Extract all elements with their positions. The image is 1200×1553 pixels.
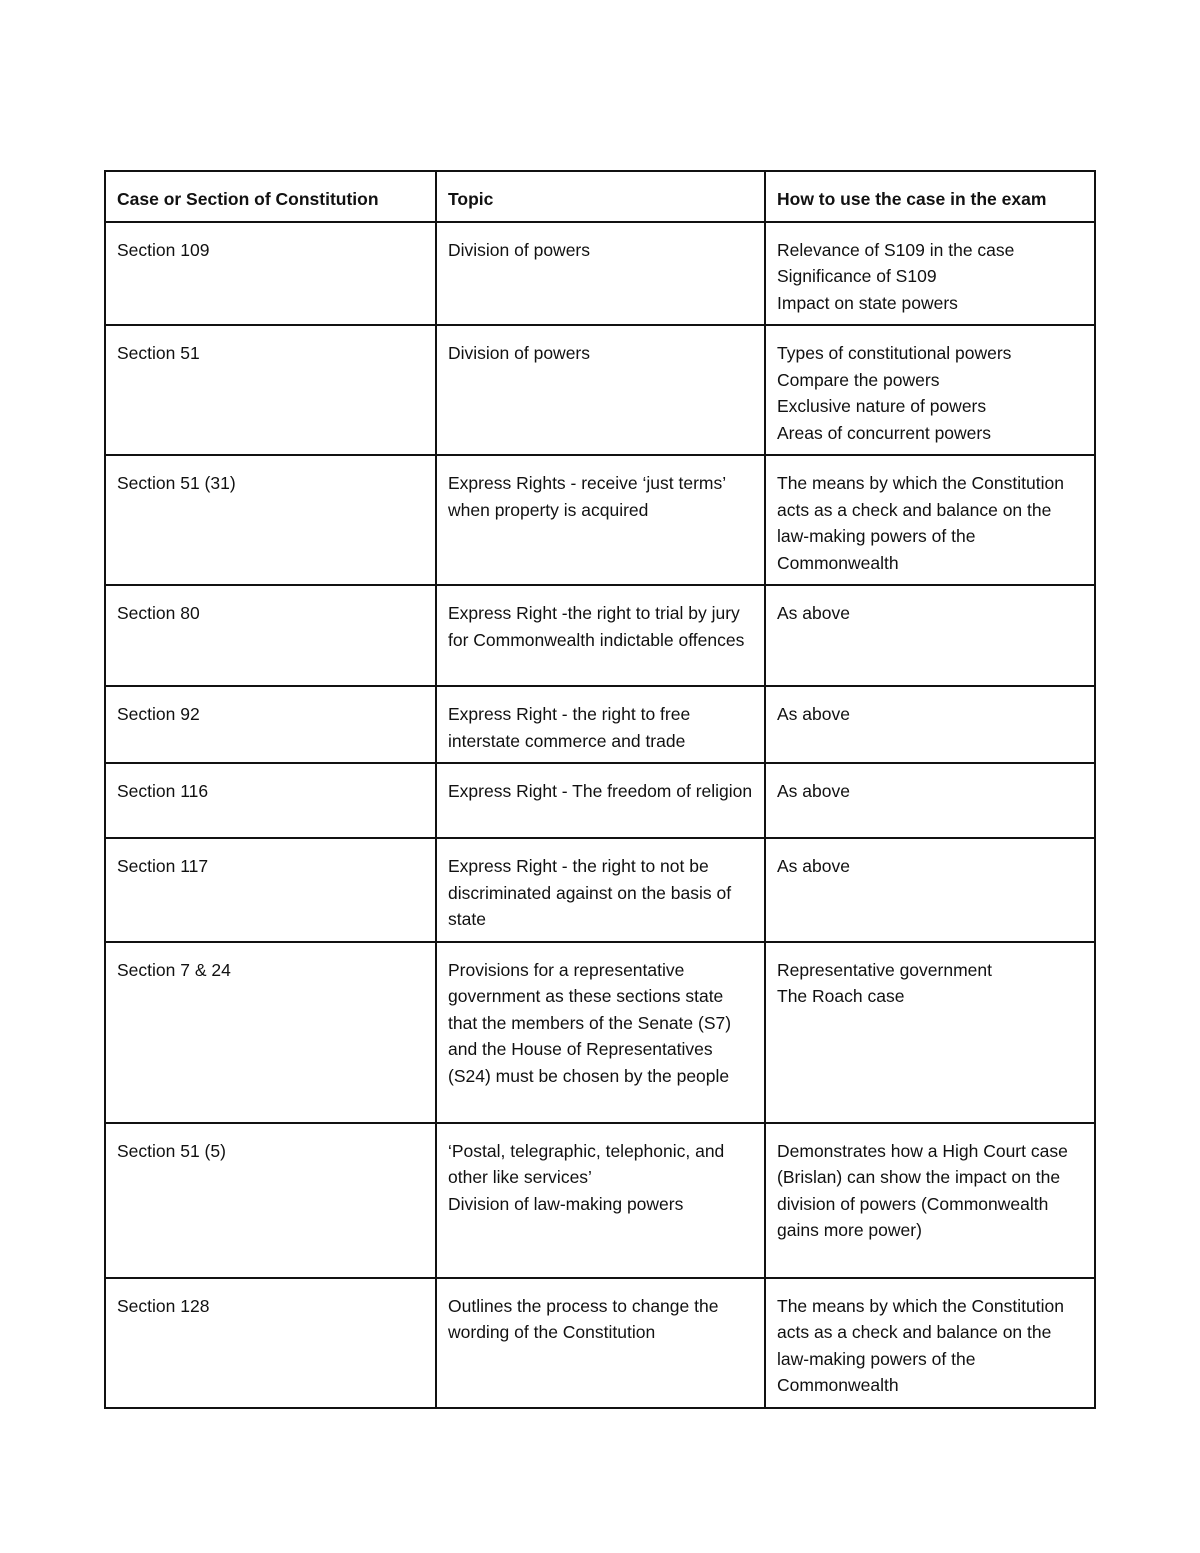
usage-line: Significance of S109 — [777, 266, 937, 286]
topic-cell — [436, 325, 765, 455]
topic-cell — [436, 222, 765, 326]
usage-cell — [765, 585, 1095, 686]
table-row — [105, 222, 1095, 326]
usage-line: Types of constitutional powers — [777, 343, 1012, 363]
topic-cell — [436, 763, 765, 838]
usage-cell — [765, 455, 1095, 585]
usage-line: The Roach case — [777, 986, 905, 1006]
topic-line: Express Right - the right to free interstate commerce and trade — [448, 704, 691, 751]
usage-line: The means by which the Constitution acts as a check and balance on the law-making powers of the Commonwealth — [777, 473, 1064, 573]
usage-line: As above — [777, 781, 850, 801]
topic-line: Express Right - The freedom of religion — [448, 781, 753, 801]
topic-line: Outlines the process to change the wording of the Constitution — [448, 1295, 719, 1342]
topic-line: Provisions for a representative government as these sections state that the members of the Senate (S7) and the House of Representatives (S24) must be chosen by the people — [448, 959, 732, 1086]
usage-cell — [765, 1123, 1095, 1278]
usage-line: As above — [777, 704, 850, 724]
header-case-or-section: Case or Section of Constitution — [105, 171, 436, 222]
table-row — [105, 585, 1095, 686]
section-cell: Section 92 — [105, 686, 436, 763]
topic-cell — [436, 942, 765, 1123]
topic-cell — [436, 686, 765, 763]
topic-cell — [436, 455, 765, 585]
usage-line: Relevance of S109 in the case — [777, 239, 1015, 260]
usage-line: Impact on state powers — [777, 292, 958, 313]
usage-cell — [765, 686, 1095, 763]
section-cell: Section 109 — [105, 222, 436, 326]
usage-cell — [765, 325, 1095, 455]
constitution-sections-table — [104, 170, 1096, 1409]
usage-cell — [765, 838, 1095, 942]
usage-cell — [765, 222, 1095, 326]
usage-line: Representative government — [777, 959, 992, 980]
table-row — [105, 838, 1095, 942]
topic-cell — [436, 1278, 765, 1408]
header-topic: Topic — [436, 171, 765, 222]
usage-cell — [765, 763, 1095, 838]
table-row — [105, 1123, 1095, 1278]
topic-line: Division of law-making powers — [448, 1193, 684, 1214]
section-cell: Section 51 (5) — [105, 1123, 436, 1278]
topic-cell — [436, 1123, 765, 1278]
table-row — [105, 325, 1095, 455]
topic-line: Express Rights - receive ‘just terms’ when property is acquired — [448, 473, 726, 520]
topic-cell — [436, 585, 765, 686]
topic-cell — [436, 838, 765, 942]
usage-line: Compare the powers — [777, 369, 940, 390]
usage-line: Areas of concurrent powers — [777, 422, 991, 443]
usage-line: Exclusive nature of powers — [777, 396, 987, 416]
table-row — [105, 942, 1095, 1123]
topic-line: Division of powers — [448, 239, 590, 260]
header-how-to-use: How to use the case in the exam — [765, 171, 1095, 222]
table-row — [105, 763, 1095, 838]
section-cell: Section 51 (31) — [105, 455, 436, 585]
usage-line: The means by which the Constitution acts as a check and balance on the law-making powers of the Commonwealth — [777, 1295, 1064, 1395]
section-cell: Section 128 — [105, 1278, 436, 1408]
section-cell: Section 7 & 24 — [105, 942, 436, 1123]
table-row — [105, 1278, 1095, 1408]
topic-line: Express Right -the right to trial by jury for Commonwealth indictable offences — [448, 603, 745, 650]
topic-line: ‘Postal, telegraphic, telephonic, and other like services’ — [448, 1140, 725, 1187]
usage-line: As above — [777, 856, 850, 876]
table-header-row — [105, 171, 1095, 222]
usage-cell — [765, 1278, 1095, 1408]
usage-line: Demonstrates how a High Court case (Brislan) can show the impact on the division of powers (Commonwealth gains more power) — [777, 1140, 1068, 1240]
usage-line: As above — [777, 603, 850, 623]
usage-cell — [765, 942, 1095, 1123]
table-row — [105, 455, 1095, 585]
section-cell: Section 116 — [105, 763, 436, 838]
section-cell: Section 117 — [105, 838, 436, 942]
topic-line: Division of powers — [448, 343, 590, 363]
table-row — [105, 686, 1095, 763]
section-cell: Section 51 — [105, 325, 436, 455]
section-cell: Section 80 — [105, 585, 436, 686]
topic-line: Express Right - the right to not be discriminated against on the basis of state — [448, 856, 732, 929]
